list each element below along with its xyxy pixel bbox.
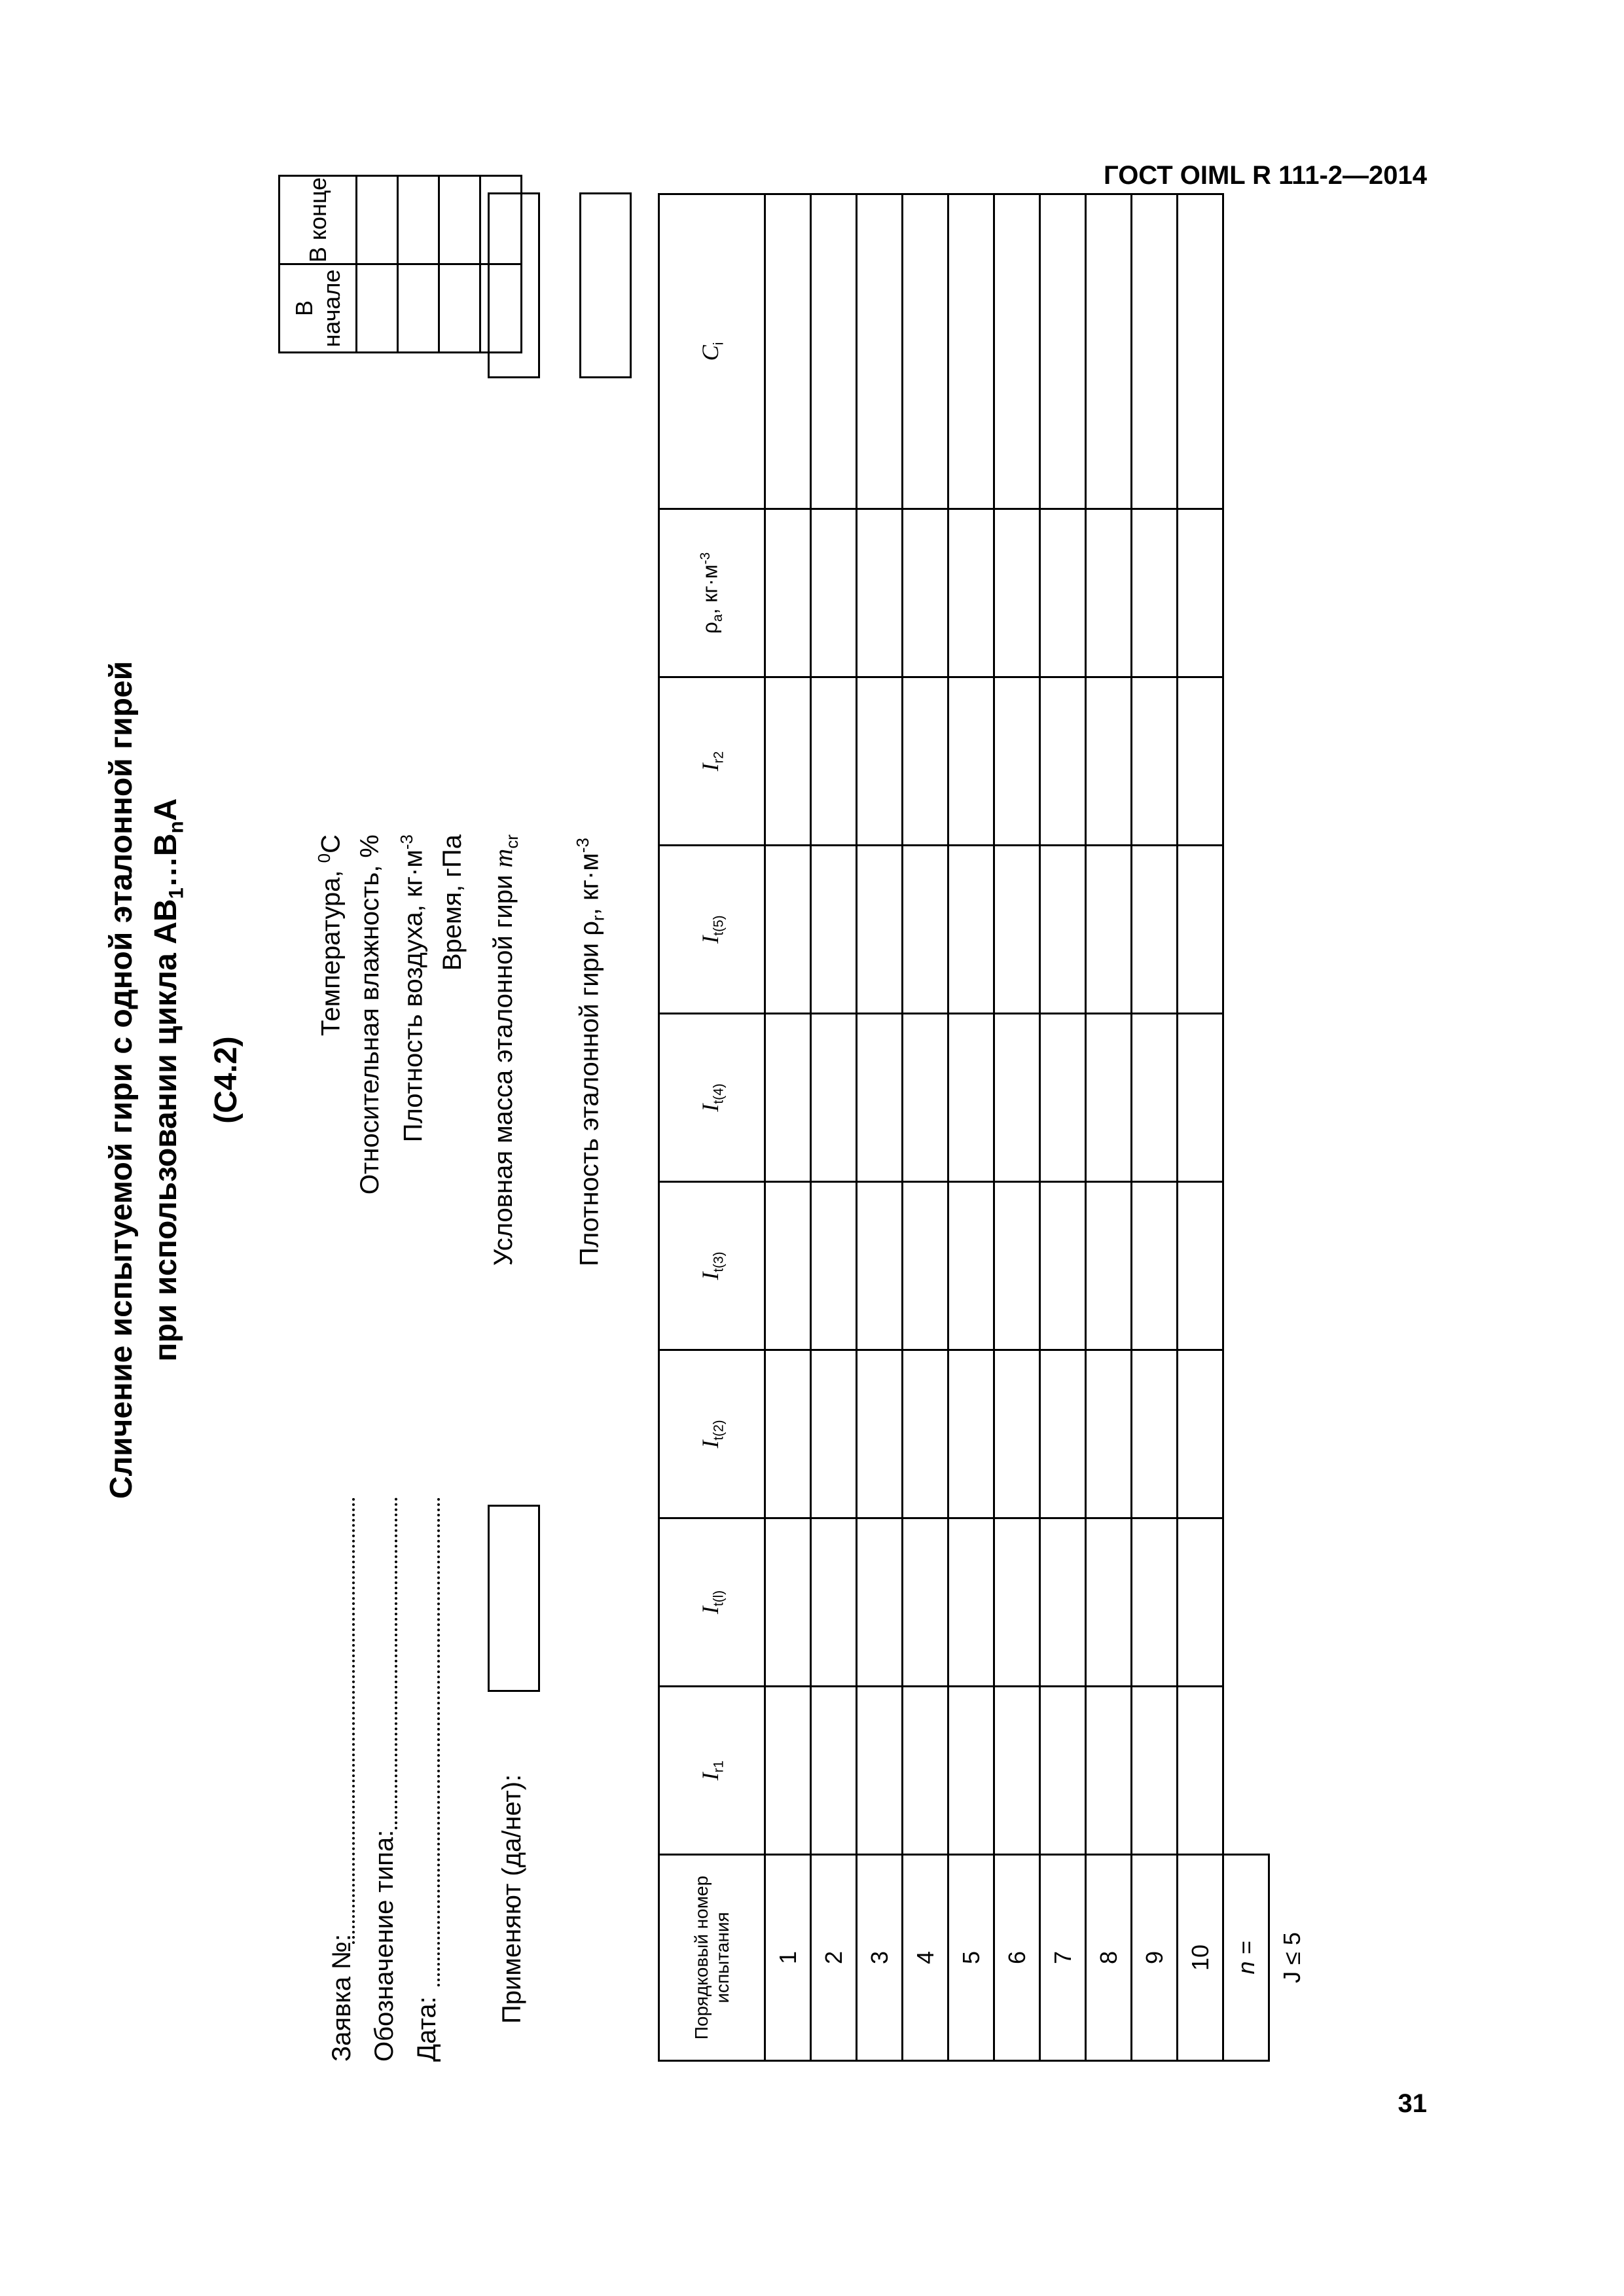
col-ir1-header: $I_{r1}$ bbox=[659, 1687, 765, 1855]
col-it4-header: $I_{t(4)}$ bbox=[659, 1014, 765, 1182]
standard-designation: ГОСТ OIML R 111-2—2014 bbox=[1104, 161, 1427, 190]
row-number: 7 bbox=[1040, 1855, 1086, 2061]
col-start-header: В начале bbox=[280, 264, 357, 353]
measurement-table bbox=[658, 193, 1315, 2062]
col-end-header: В конце bbox=[280, 176, 357, 264]
col-air-density-header: $\rho_a$, $кг\cdot м^{-3}$ bbox=[659, 509, 765, 677]
time-label: Время, гПа bbox=[438, 834, 467, 971]
n-label: n = bbox=[1223, 1855, 1269, 2061]
air-density-end-cell[interactable] bbox=[439, 176, 480, 264]
temperature-row bbox=[357, 176, 398, 353]
humidity-row bbox=[398, 176, 439, 353]
col-ci-header: $C_i$ bbox=[659, 194, 765, 509]
reference-density-input-box[interactable] bbox=[579, 192, 632, 378]
row-number: 3 bbox=[857, 1855, 903, 2061]
table-row bbox=[857, 194, 903, 2061]
title-line-2: при использовании цикла $АВ_1\dots В_nА$ bbox=[149, 798, 188, 1362]
temperature-start-cell[interactable] bbox=[357, 264, 398, 353]
humidity-label: Относительная влажность, % bbox=[355, 834, 384, 1195]
applied-label: Применяют (да/нет): bbox=[497, 1774, 526, 2024]
title-line-1: Сличение испытуемой гири с одной эталонной гирей bbox=[104, 660, 139, 1499]
humidity-start-cell[interactable] bbox=[398, 264, 439, 353]
row-number: 5 bbox=[948, 1855, 994, 2061]
environment-table bbox=[278, 175, 522, 353]
row-number: 10 bbox=[1178, 1855, 1223, 2061]
request-field[interactable] bbox=[352, 1498, 355, 1944]
form-code: (С4.2) bbox=[209, 1036, 244, 1124]
j-label: J ≤ 5 bbox=[1278, 1932, 1306, 1983]
date-label: Дата: bbox=[412, 1996, 441, 2062]
row-number: 4 bbox=[903, 1855, 948, 2061]
humidity-end-cell[interactable] bbox=[398, 176, 439, 264]
j-row bbox=[1269, 194, 1315, 2061]
table-row bbox=[765, 194, 811, 2061]
row-number: 9 bbox=[1132, 1855, 1178, 2061]
request-label: Заявка №: bbox=[327, 1933, 356, 2062]
conditional-mass-input-box[interactable] bbox=[488, 192, 540, 378]
table-row bbox=[1086, 194, 1132, 2061]
col-it3-header: $I_{t(3)}$ bbox=[659, 1182, 765, 1350]
page-number: 31 bbox=[1398, 2089, 1427, 2118]
row-number: 6 bbox=[994, 1855, 1040, 2061]
air-density-label: Плотность воздуха, $кг\cdot м^{-3}$ bbox=[397, 834, 428, 1143]
table-row bbox=[948, 194, 994, 2061]
table-row bbox=[811, 194, 857, 2061]
col-ir2-header: $I_{r2}$ bbox=[659, 677, 765, 846]
applied-input-box[interactable] bbox=[488, 1505, 540, 1692]
col-it5-header: $I_{t(5)}$ bbox=[659, 846, 765, 1014]
table-row bbox=[1040, 194, 1086, 2061]
table-row bbox=[903, 194, 948, 2061]
measurement-header-row bbox=[659, 194, 765, 2061]
n-row bbox=[1223, 194, 1269, 2061]
row-number: 8 bbox=[1086, 1855, 1132, 2061]
row-number: 2 bbox=[811, 1855, 857, 2061]
col-it2-header: $I_{t(2)}$ bbox=[659, 1350, 765, 1518]
col-it1-header: $I_{t(l)}$ bbox=[659, 1518, 765, 1687]
table-row bbox=[994, 194, 1040, 2061]
serial-number-header: Порядковый номер испытания bbox=[659, 1855, 765, 2061]
date-field[interactable] bbox=[437, 1498, 440, 1986]
reference-density-label: Плотность эталонной гири $\rho_r$, $кг\cdot м^{-3}$ bbox=[573, 838, 608, 1266]
table-row bbox=[1132, 194, 1178, 2061]
j-row-filler bbox=[1269, 194, 1315, 1855]
air-density-start-cell[interactable] bbox=[439, 264, 480, 353]
environment-header-row bbox=[280, 176, 357, 353]
row-number: 1 bbox=[765, 1855, 811, 2061]
n-row-filler bbox=[1223, 194, 1269, 1855]
conditional-mass-label: Условная масса эталонной гири $m_{cr}$ bbox=[488, 834, 522, 1266]
type-designation-label: Обозначение типа: bbox=[370, 1829, 399, 2062]
air-density-row bbox=[439, 176, 480, 353]
temperature-label: Температура, $^0$С bbox=[314, 834, 346, 1036]
temperature-end-cell[interactable] bbox=[357, 176, 398, 264]
type-designation-field[interactable] bbox=[395, 1498, 397, 1829]
table-row bbox=[1178, 194, 1223, 2061]
